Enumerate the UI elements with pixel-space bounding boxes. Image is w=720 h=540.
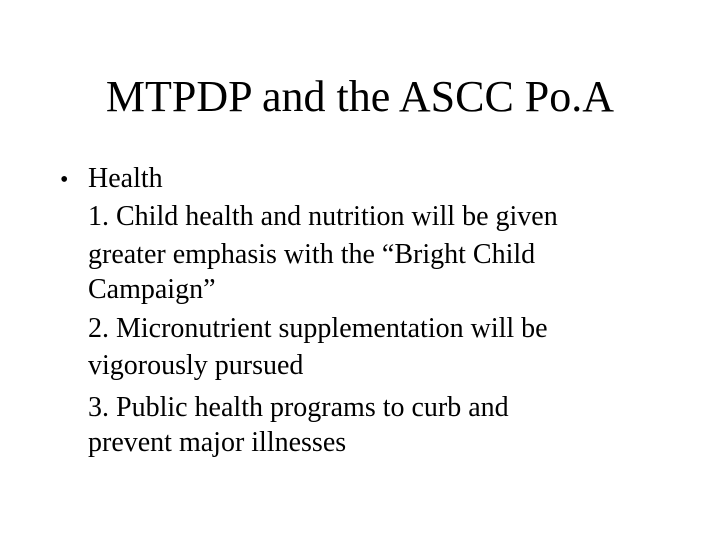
bullet-health	[60, 160, 163, 198]
bullet-line-6: 3. Public health programs to curb and	[88, 392, 509, 423]
bullet-line-5: vigorously pursued	[88, 350, 304, 381]
slide-title: MTPDP and the ASCC Po.A	[105, 72, 615, 121]
bullet-line-3: Campaign”	[88, 274, 216, 305]
bullet-line-4: 2. Micronutrient supplementation will be	[88, 313, 548, 344]
bullet-line-7: prevent major illnesses	[88, 427, 347, 458]
bullet-line-1: 1. Child health and nutrition will be given	[88, 201, 558, 232]
slide-content	[0, 160, 720, 520]
bullet-marker: •	[60, 167, 69, 193]
bullet-line-2: greater emphasis with the “Bright Child	[88, 239, 536, 270]
bullet-heading: Health	[88, 163, 163, 194]
